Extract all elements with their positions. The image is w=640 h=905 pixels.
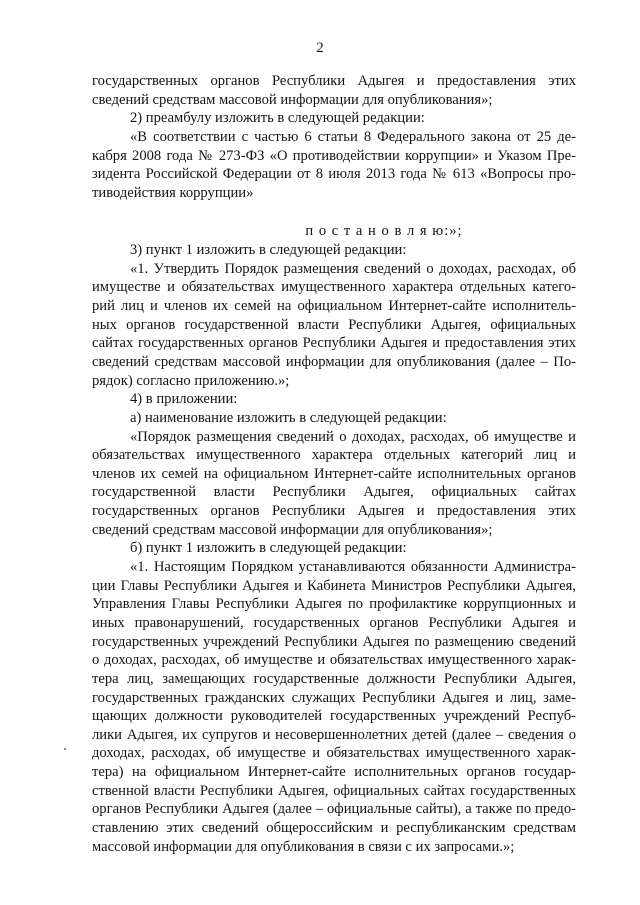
scan-speck	[64, 748, 66, 750]
text-line: членов их семей на официальном Интернет-сайте исполнительных органов	[92, 465, 576, 482]
text-line: сведений средствам массовой информации для опубликования»;	[92, 91, 493, 108]
text-line: тера лиц, замещающих государственные должности Республики Адыгея,	[92, 670, 576, 687]
text-line: п о с т а н о в л я ю:»;	[305, 223, 463, 240]
text-line: имуществе и обязательствах имущественного характера отдельных катего-	[92, 279, 576, 296]
text-line: тера) на официальном Интернет-сайте исполнительных органов государ-	[92, 764, 576, 781]
text-line: ставлению этих сведений общероссийским и республиканским средствам	[92, 819, 576, 836]
text-line: государственной власти Республики Адыгея, официальных сайтах	[92, 484, 576, 501]
text-line: б) пункт 1 изложить в следующей редакции:	[130, 540, 407, 557]
text-line: 3) пункт 1 изложить в следующей редакции:	[130, 242, 407, 259]
text-line: «Порядок размещения сведений о доходах, расходах, об имуществе и	[130, 428, 576, 445]
text-line: Управления Главы Республики Адыгея по профилактике коррупционных и	[92, 596, 576, 613]
text-line: обязательствах имущественного характера отдельных категорий лиц и	[92, 447, 576, 464]
text-line: тиводействия коррупции»	[92, 184, 254, 201]
text-line: а) наименование изложить в следующей редакции:	[130, 409, 447, 426]
text-line: ственной власти Республики Адыгея, официальных сайтах государственных	[92, 782, 576, 799]
text-line: кабря 2008 года № 273-ФЗ «О противодействии коррупции» и Указом Пре-	[92, 147, 576, 164]
text-line: ции Главы Республики Адыгея и Кабинета Министров Республики Адыгея,	[92, 577, 576, 594]
text-line: 2) преамбулу изложить в следующей редакции:	[130, 110, 425, 127]
text-line: «В соответствии с частью 6 статьи 8 Федерального закона от 25 де-	[130, 128, 576, 145]
text-line: о доходах, расходах, об имуществе и обязательствах имущественного харак-	[92, 652, 576, 669]
text-line: зидента Российской Федерации от 8 июля 2013 года № 613 «Вопросы про-	[92, 166, 576, 183]
text-line: сведений средствам массовой информации для опубликования»;	[92, 521, 493, 538]
text-line: сведений средствам массовой информации для опубликования (далее – По-	[92, 353, 576, 370]
text-line: государственных органов Республики Адыгея и предоставления этих	[92, 73, 576, 89]
text-line: государственных органов Республики Адыгея и предоставления этих	[92, 503, 576, 520]
text-line: доходах, расходах, об имуществе и обязательствах имущественного харак-	[92, 745, 576, 762]
document-body	[92, 72, 576, 856]
text-line: государственных учреждений Республики Адыгея по размещению сведений	[92, 633, 576, 650]
text-line: рий лиц и членов их семей на официальном Интернет-сайте исполнитель-	[92, 298, 576, 315]
text-line: «1. Утвердить Порядок размещения сведений о доходах, расходах, об	[130, 260, 576, 277]
text-line: иных правонарушений, государственных органов Республики Адыгея и	[92, 614, 576, 631]
text-line: ных органов государственной власти Республики Адыгея, официальных	[92, 316, 576, 333]
text-line: органов Республики Адыгея (далее – официальные сайты), а также по предо-	[92, 801, 576, 818]
page-number: 2	[316, 40, 324, 56]
text-line: «1. Настоящим Порядком устанавливаются обязанности Администра-	[130, 559, 576, 576]
text-line: массовой информации для опубликования в связи с их запросами.»;	[92, 838, 515, 855]
text-line: лики Адыгея, их супругов и несовершеннолетних детей (далее – сведения о	[92, 726, 576, 743]
text-line: 4) в приложении:	[130, 391, 238, 408]
text-line: сайтах государственных органов Республики Адыгея и предоставления этих	[92, 335, 576, 352]
text-line: щающих должности руководителей государственных учреждений Респуб-	[92, 708, 576, 725]
text-line: рядок) согласно приложению.»;	[92, 372, 290, 389]
text-line: государственных гражданских служащих Республики Адыгея и лиц, заме-	[92, 689, 576, 706]
